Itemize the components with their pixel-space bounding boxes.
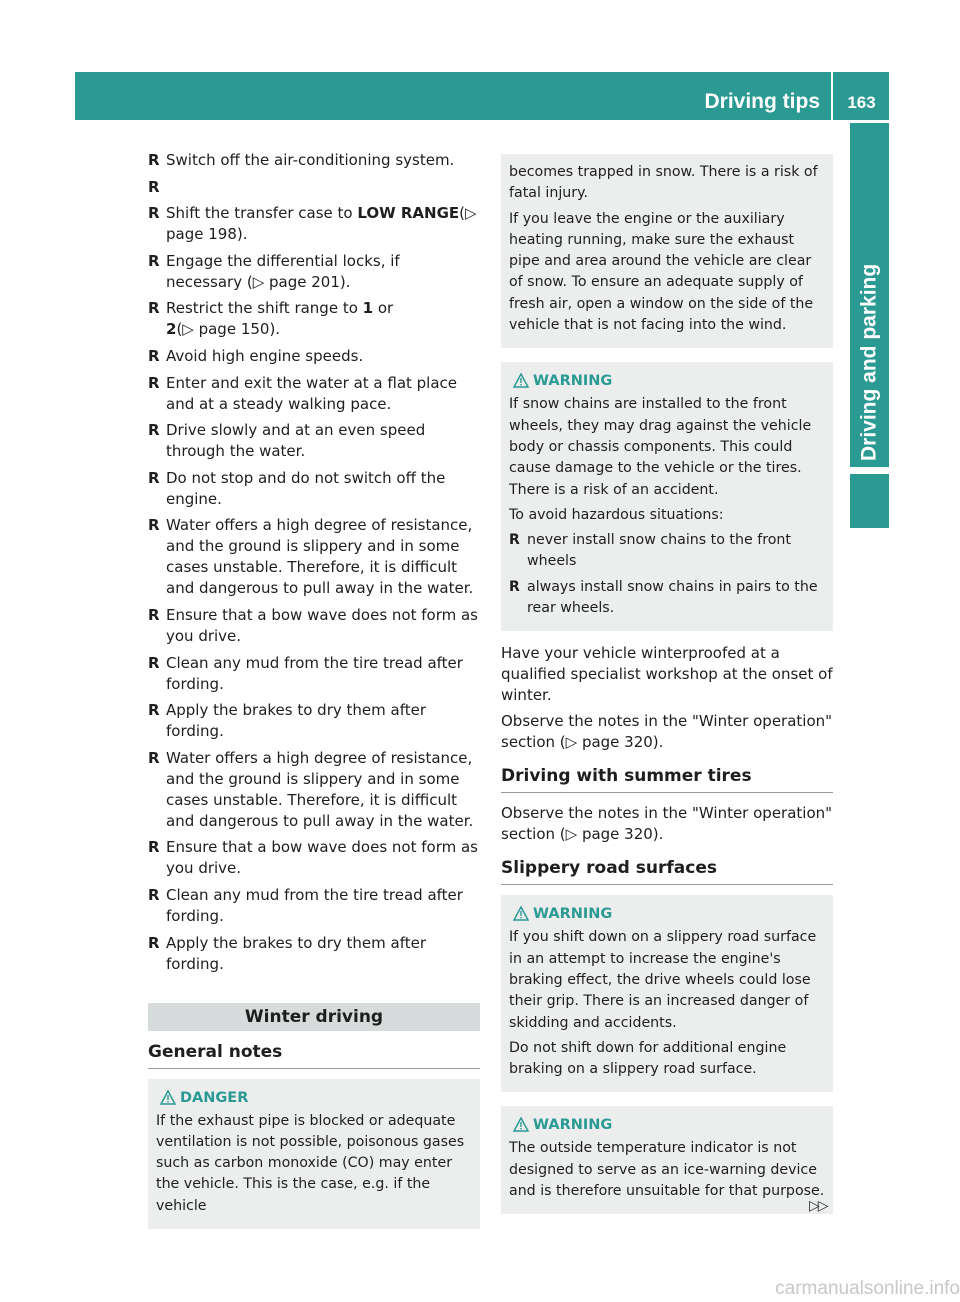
warning-triangle-icon [513, 373, 529, 388]
warning-label: WARNING [533, 373, 613, 390]
header-divider [831, 72, 833, 120]
warning-header [509, 903, 825, 925]
page-number: 163 [847, 93, 876, 112]
warning-box-snow-chains [501, 362, 833, 631]
right-column [501, 150, 833, 1214]
list-item: R Drive slowly and at an even speed through the water. [148, 421, 426, 461]
danger-header [156, 1087, 472, 1109]
danger-continued-box [501, 154, 833, 348]
warning-triangle-icon [513, 1117, 529, 1132]
warning-box-temperature [501, 1106, 833, 1214]
list-item: R Do not stop and do not switch off the engine. [148, 468, 446, 508]
warning-triangle-icon [160, 1090, 176, 1105]
list-item: R Restrict the shift range to 1 or 2(▷ page 150). [148, 299, 394, 339]
side-tab-label: Driving and parking [857, 263, 881, 461]
list-item: R Ensure that a bow wave does not form as you drive. [148, 838, 478, 878]
warning-text: If you shift down on a slippery road surface in an attempt to increase the engine's braking effect, the drive wheels could lose their grip. There is an increased danger of skidding and accidents. [509, 929, 817, 1031]
list-item: R Ensure that a bow wave does not form as you drive. [148, 605, 478, 645]
warning-list [509, 530, 825, 619]
list-item: R Clean any mud from the tire tread after fording. [148, 885, 463, 925]
danger-text: If the exhaust pipe is blocked or adequate ventilation is not possible, poisonous gases such as carbon monoxide (CO) may enter the vehicle. This is the case, e.g. if the vehicle [156, 1112, 465, 1214]
heading-slippery-roads: Slippery road surfaces [501, 857, 833, 885]
warning-header [509, 1114, 825, 1136]
list-item: R Apply the brakes to dry them after fording. [148, 701, 426, 741]
list-item: R Apply the brakes to dry them after fording. [148, 933, 426, 973]
danger-continued-text-2: If you leave the engine or the auxiliary heating running, make sure the exhaust pipe and area around the vehicle are clear of snow. To ensure an adequate supply of fresh air, open a window on the side of the vehicle that is not facing into the wind. [509, 210, 814, 334]
warning-header [509, 370, 825, 392]
list-item: R always install snow chains in pairs to the rear wheels. [509, 578, 818, 617]
list-item: R Avoid high engine speeds. [148, 346, 364, 365]
warning-label: WARNING [533, 1117, 613, 1134]
winter-operation-paragraph: Observe the notes in the "Winter operation" section (▷ page 320). [501, 712, 833, 752]
side-tab-marker [850, 474, 889, 528]
warning-box-shift-down [501, 895, 833, 1092]
continue-arrows-icon: ▷▷ [809, 1198, 827, 1214]
danger-continued-text-1: becomes trapped in snow. There is a risk of fatal injury. [509, 164, 818, 202]
page-header-title: Driving tips [704, 90, 820, 113]
list-item: R never install snow chains to the front wheels [509, 532, 791, 570]
summer-tires-paragraph: Observe the notes in the "Winter operation" section (▷ page 320). [501, 804, 833, 844]
left-column [148, 150, 480, 1229]
warning-text: To avoid hazardous situations: [509, 506, 724, 523]
warning-text: Do not shift down for additional engine braking on a slippery road surface. [509, 1039, 787, 1078]
section-title-winter-driving: Winter driving [148, 1003, 480, 1031]
warning-text: The outside temperature indicator is not designed to serve as an ice-warning device and is therefore unsuitable for that purpose. [509, 1140, 825, 1200]
danger-box [148, 1079, 480, 1229]
list-item: R Shift the transfer case to LOW RANGE(▷ page 198). [148, 204, 477, 244]
warning-triangle-icon [513, 906, 529, 921]
watermark: carmanualsonline.info [775, 1278, 960, 1299]
list-item: R [148, 177, 160, 196]
danger-label: DANGER [180, 1089, 249, 1106]
list-item: R Engage the differential locks, if necessary (▷ page 201). [148, 251, 400, 291]
fording-list [148, 150, 480, 975]
warning-text: If snow chains are installed to the front wheels, they may drag against the vehicle body or chassis components. This could cause damage to the vehicle or the tires. There is a risk of an accident. [509, 396, 812, 498]
warning-label: WARNING [533, 906, 613, 923]
winterproof-paragraph: Have your vehicle winterproofed at a qualified specialist workshop at the onset of winter. [501, 644, 833, 705]
heading-summer-tires: Driving with summer tires [501, 765, 833, 793]
list-item: R Switch off the air-conditioning system. [148, 151, 455, 169]
sub-heading-general-notes: General notes [148, 1041, 480, 1069]
list-item: R Enter and exit the water at a flat place and at a steady walking pace. [148, 373, 458, 413]
list-item: R Clean any mud from the tire tread after fording. [148, 653, 463, 693]
list-item: R Water offers a high degree of resistance, and the ground is slippery and in some cases unstable. Therefore, it is difficult and dangerous to pull away in the water. [148, 748, 474, 830]
list-item: R Water offers a high degree of resistance, and the ground is slippery and in some cases unstable. Therefore, it is difficult and dangerous to pull away in the water. [148, 516, 474, 598]
